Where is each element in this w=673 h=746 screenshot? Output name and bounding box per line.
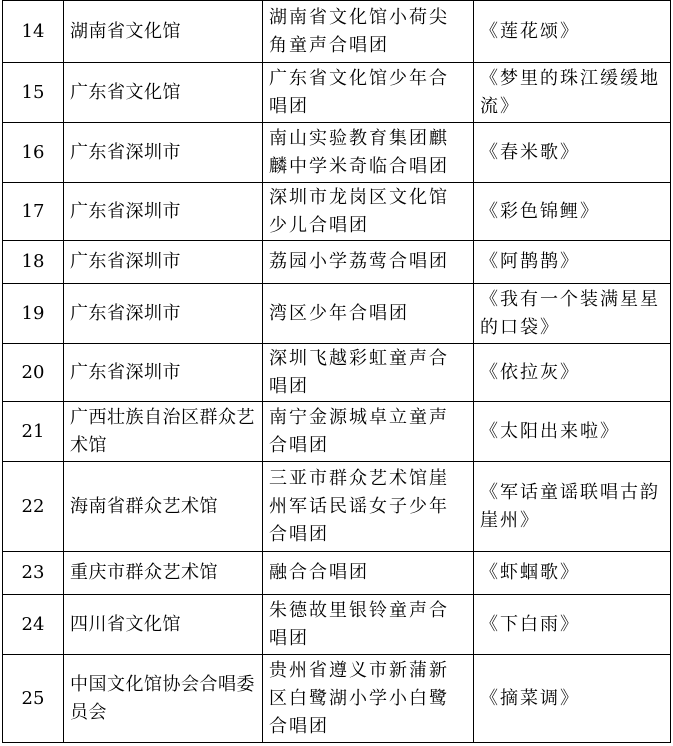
table-row xyxy=(3,241,671,284)
choir-name: 深圳飞越彩虹童声合唱团 xyxy=(263,344,474,402)
table-row xyxy=(3,402,671,462)
organization: 湖南省文化馆 xyxy=(64,1,263,63)
table-row xyxy=(3,655,671,743)
row-number: 18 xyxy=(3,241,64,284)
song-title: 《依拉灰》 xyxy=(474,344,671,402)
organization: 重庆市群众艺术馆 xyxy=(64,552,263,595)
song-title: 《摘菜调》 xyxy=(474,655,671,743)
choir-name: 广东省文化馆少年合唱团 xyxy=(263,63,474,123)
table-row xyxy=(3,183,671,241)
table-row xyxy=(3,284,671,344)
organization: 广东省文化馆 xyxy=(64,63,263,123)
choir-list-table xyxy=(2,0,671,743)
song-title: 《梦里的珠江缓缓地流》 xyxy=(474,63,671,123)
row-number: 22 xyxy=(3,462,64,552)
choir-name: 三亚市群众艺术馆崖州军话民谣女子少年合唱团 xyxy=(263,462,474,552)
choir-name: 湖南省文化馆小荷尖角童声合唱团 xyxy=(263,1,474,63)
organization: 广东省深圳市 xyxy=(64,241,263,284)
organization: 广东省深圳市 xyxy=(64,344,263,402)
organization: 广东省深圳市 xyxy=(64,284,263,344)
choir-name: 朱德故里银铃童声合唱团 xyxy=(263,595,474,655)
table-row xyxy=(3,1,671,63)
choir-name: 南山实验教育集团麒麟中学米奇临合唱团 xyxy=(263,123,474,183)
song-title: 《军话童谣联唱古韵崖州》 xyxy=(474,462,671,552)
organization: 四川省文化馆 xyxy=(64,595,263,655)
song-title: 《阿鹊鹊》 xyxy=(474,241,671,284)
row-number: 20 xyxy=(3,344,64,402)
row-number: 25 xyxy=(3,655,64,743)
choir-name: 融合合唱团 xyxy=(263,552,474,595)
table-row xyxy=(3,595,671,655)
table-row xyxy=(3,462,671,552)
row-number: 23 xyxy=(3,552,64,595)
choir-name: 深圳市龙岗区文化馆少儿合唱团 xyxy=(263,183,474,241)
table-row xyxy=(3,63,671,123)
row-number: 15 xyxy=(3,63,64,123)
song-title: 《彩色锦鲤》 xyxy=(474,183,671,241)
organization: 广东省深圳市 xyxy=(64,183,263,241)
row-number: 16 xyxy=(3,123,64,183)
choir-name: 南宁金源城卓立童声合唱团 xyxy=(263,402,474,462)
row-number: 24 xyxy=(3,595,64,655)
row-number: 19 xyxy=(3,284,64,344)
song-title: 《下白雨》 xyxy=(474,595,671,655)
song-title: 《莲花颂》 xyxy=(474,1,671,63)
table-row xyxy=(3,123,671,183)
choir-name: 贵州省遵义市新蒲新区白鹭湖小学小白鹭合唱团 xyxy=(263,655,474,743)
row-number: 14 xyxy=(3,1,64,63)
choir-name: 湾区少年合唱团 xyxy=(263,284,474,344)
song-title: 《我有一个装满星星的口袋》 xyxy=(474,284,671,344)
choir-name: 荔园小学荔莺合唱团 xyxy=(263,241,474,284)
table-row xyxy=(3,552,671,595)
row-number: 17 xyxy=(3,183,64,241)
organization: 广东省深圳市 xyxy=(64,123,263,183)
song-title: 《虾蝈歌》 xyxy=(474,552,671,595)
organization: 海南省群众艺术馆 xyxy=(64,462,263,552)
row-number: 21 xyxy=(3,402,64,462)
organization: 广西壮族自治区群众艺术馆 xyxy=(64,402,263,462)
song-title: 《太阳出来啦》 xyxy=(474,402,671,462)
organization: 中国文化馆协会合唱委员会 xyxy=(64,655,263,743)
song-title: 《春米歌》 xyxy=(474,123,671,183)
table-row xyxy=(3,344,671,402)
